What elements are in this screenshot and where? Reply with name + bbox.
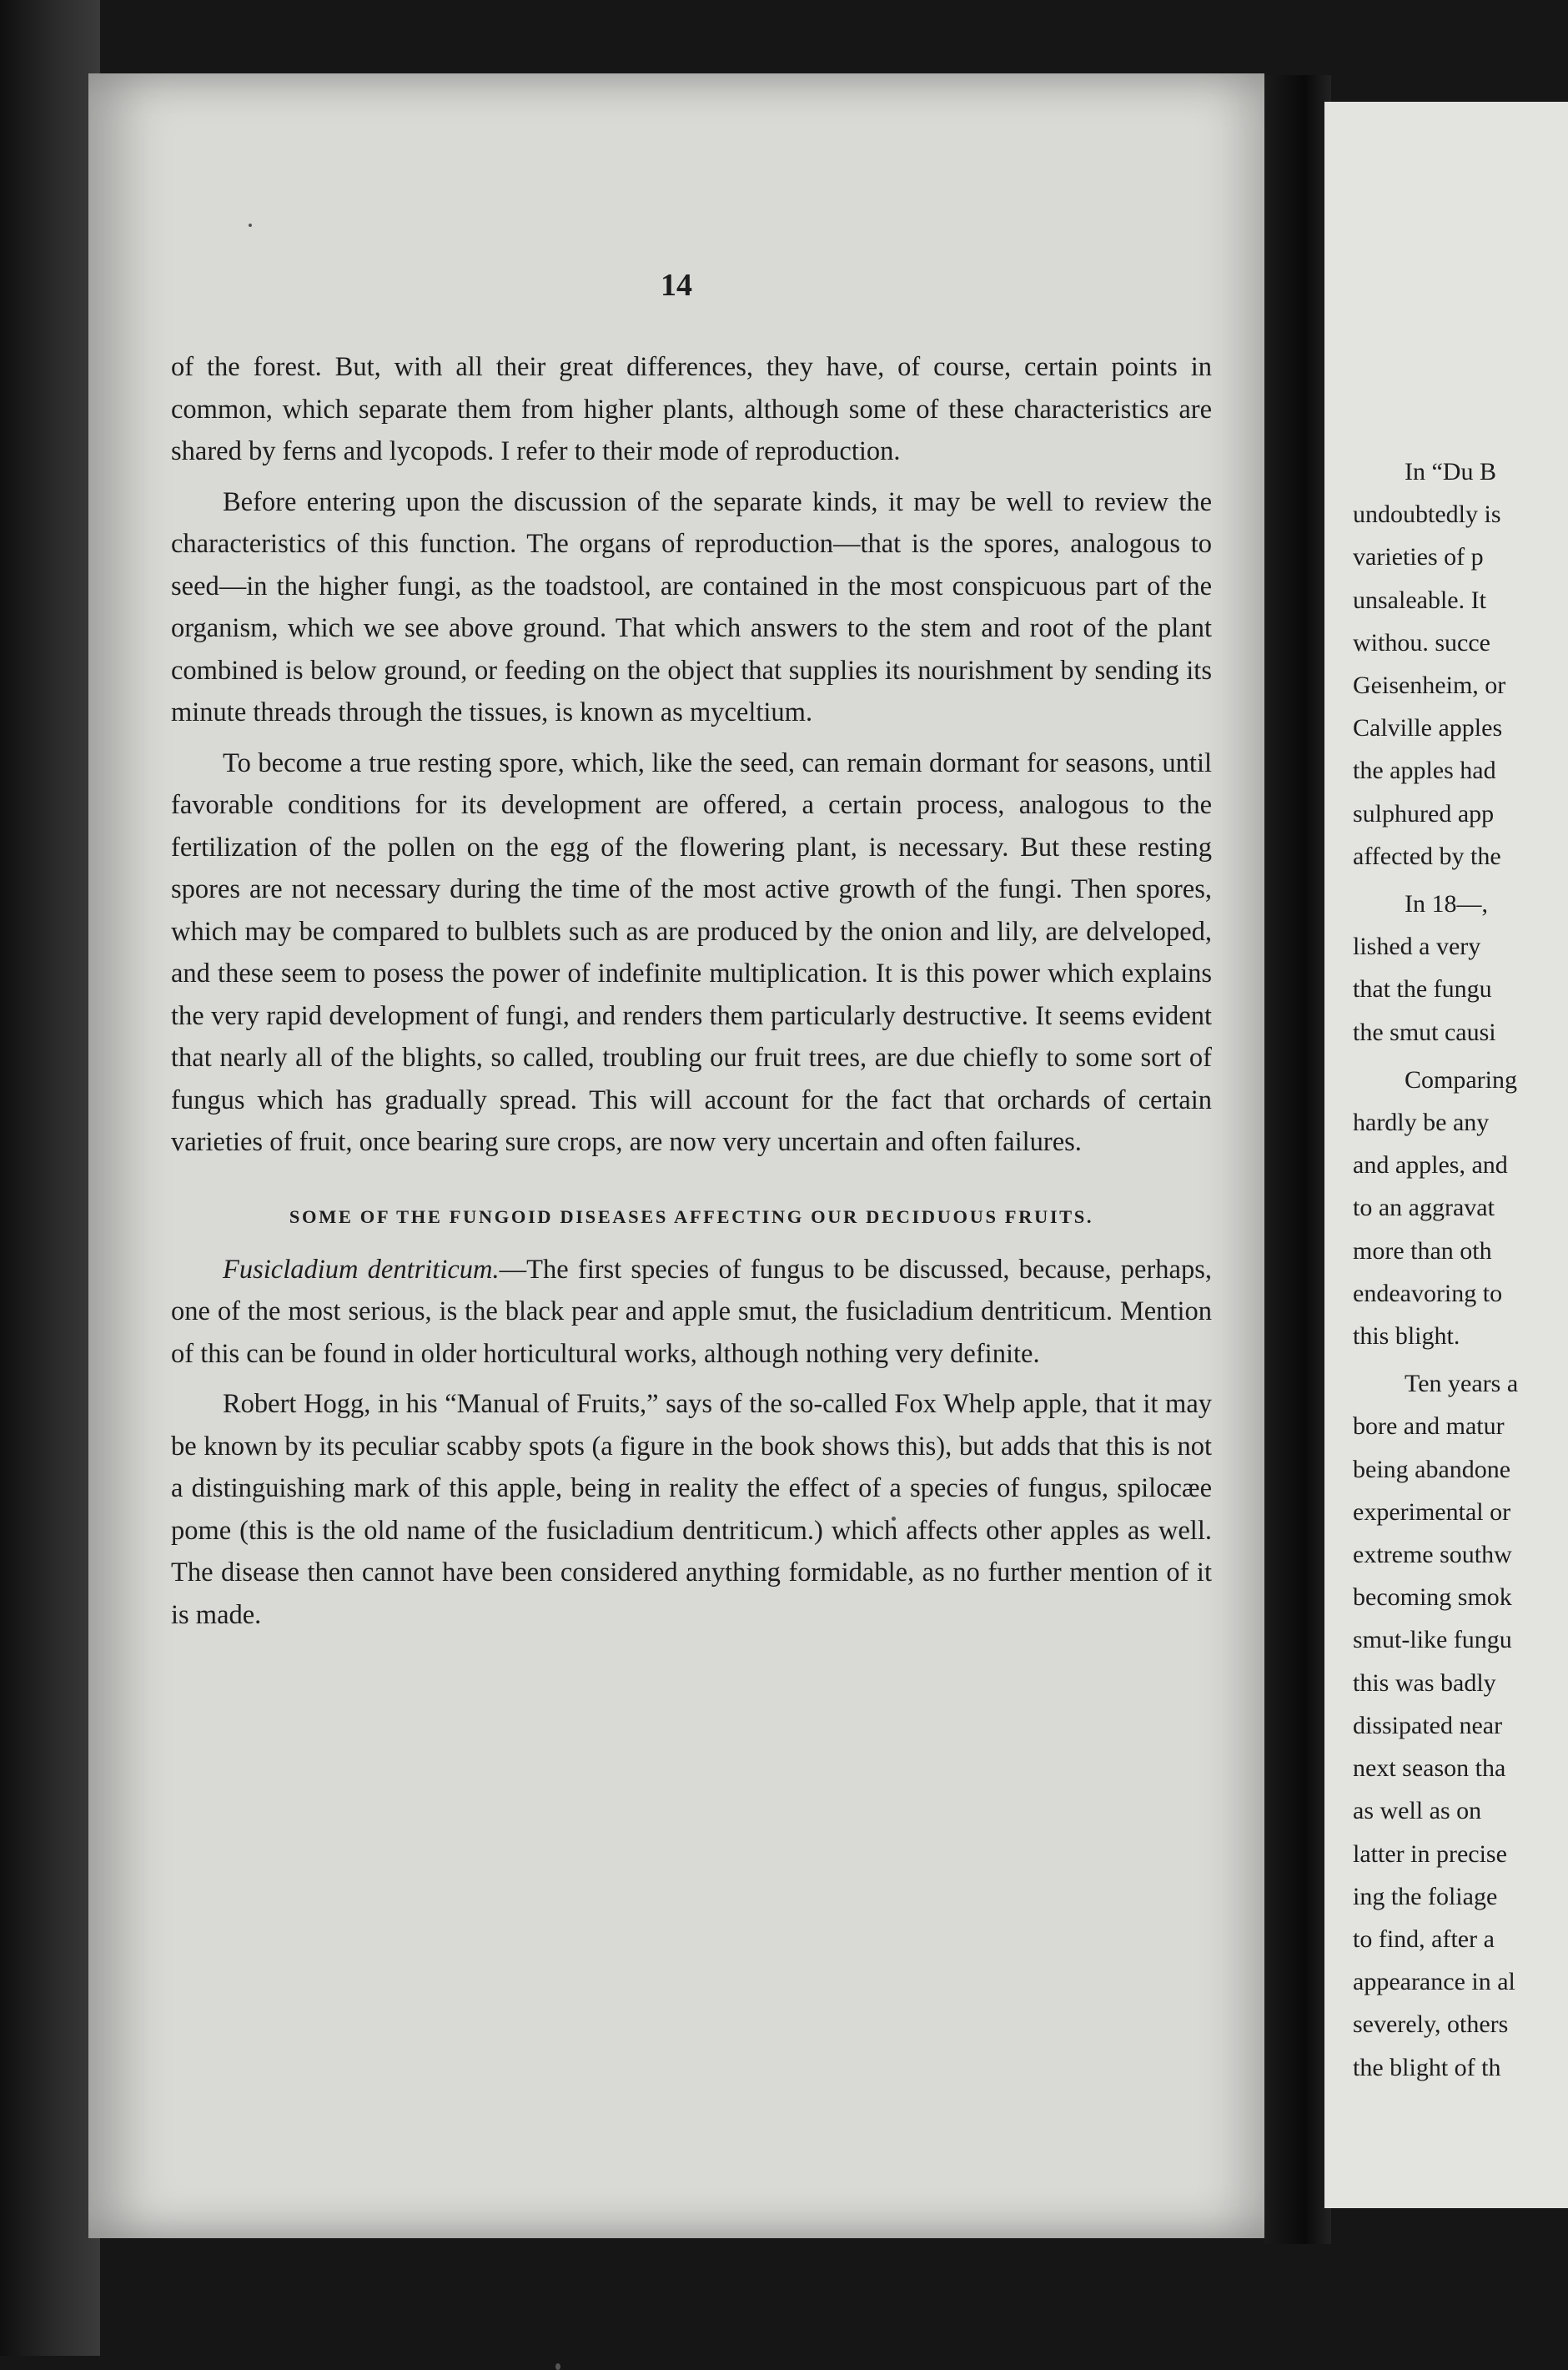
right-page-line: the smut causi	[1353, 1018, 1496, 1046]
paper-speck	[249, 224, 252, 227]
right-page-line: lished a very	[1353, 933, 1481, 961]
paragraph-5: Robert Hogg, in his “Manual of Fruits,” says of the so-called Fox Whelp apple, that it may be known by its peculiar scabby spots (a figure in the book shows this), but adds that this is not a distinguishing mark of this apple, being in reality the effect of a species of fungus, spilocæe pome (this is the old name of the fusicladium dentriticum.) which affects other apples as well. The disease then cannot have been considered anything formidable, as no further mention of it is made.	[171, 1389, 1212, 1630]
right-page-line: Ten years a	[1405, 1370, 1519, 1398]
right-page-line: Geisenheim, or	[1353, 672, 1506, 700]
right-page-line: extreme southw	[1353, 1541, 1512, 1569]
right-page-line: this blight.	[1353, 1322, 1460, 1351]
right-page-line: withou. succe	[1353, 628, 1490, 657]
right-page-line: bore and matur	[1353, 1412, 1505, 1441]
right-page-line: the blight of th	[1353, 2053, 1501, 2081]
paragraph-4-text: —The first species of fungus to be discussed, because, perhaps, one of the most serious, is the black pear and apple smut, the fusicladium dentriticum. Mention of this can be found in older horticultural works, although nothing very definite.	[171, 1254, 1213, 1369]
right-page-line: endeavoring to	[1353, 1279, 1503, 1307]
right-page-line: experimental or	[1353, 1497, 1511, 1526]
left-page-body	[171, 346, 1212, 1636]
right-page-body	[1353, 450, 1568, 2089]
book-edge-left	[0, 0, 100, 2356]
paper-speck	[555, 2363, 560, 2370]
paragraph-2: Before entering upon the discussion of the separate kinds, it may be well to review the characteristics of this function. The organs of reproduction—that is the spores, analogous to seed—in the higher fungi, as the toadstool, are contained in the most conspicuous part of the organism, which we see above ground. That which answers to the stem and root of the plant combined is below ground, or feeding on the object that supplies its nourishment by sending its minute threads through the tissues, is known as myceltium.	[171, 486, 1212, 727]
book-gutter	[1264, 75, 1331, 2244]
right-page-line: that the fungu	[1353, 975, 1492, 1004]
right-page-line: sulphured app	[1353, 799, 1495, 828]
right-page-line: as well as on	[1353, 1797, 1482, 1825]
right-page-line: In “Du B	[1405, 458, 1496, 486]
right-page-line: unsaleable. It	[1353, 586, 1486, 614]
right-page-line: hardly be any	[1353, 1109, 1490, 1137]
right-page-line: more than oth	[1353, 1236, 1492, 1265]
right-page-line: the apples had	[1353, 757, 1496, 785]
paragraph-3: To become a true resting spore, which, like the seed, can remain dormant for seasons, until favorable conditions for its development are offered, a certain process, analogous to the fertilization of the pollen on the egg of the flowering plant, is necessary. But these resting spores are not necessary during the time of the most active growth of the fungi. Then spores, which may be compared to bulblets such as are produced by the onion and lily, are delveloped, and these seem to posess the power of indefinite multiplication. It is this power which explains the very rapid development of fungi, and renders them particularly destructive. It seems evident that nearly all of the blights, so called, troubling our fruit trees, are due chiefly to some sort of fungus which has gradually spread. This will account for the fact that orchards of certain varieties of fruit, once bearing sure crops, are now very uncertain and often failures.	[171, 747, 1212, 1157]
right-page-line: varieties of p	[1353, 543, 1484, 571]
paragraph-1: of the forest. But, with all their great differences, they have, of course, certain points in common, which separate them from higher plants, although some of these characteristics are shared by ferns and lycopods. I refer to their mode of reproduction.	[171, 352, 1212, 466]
right-page-line: this was badly	[1353, 1668, 1496, 1697]
right-page-line: ing the foliage	[1353, 1882, 1498, 1910]
right-page-line: undoubtedly is	[1353, 501, 1501, 529]
right-page-line: In 18—,	[1405, 890, 1488, 918]
right-page-line: becoming smok	[1353, 1583, 1512, 1612]
page-number: 14	[661, 268, 692, 303]
right-page-line: severely, others	[1353, 2010, 1509, 2039]
right-page	[1324, 102, 1568, 2208]
right-page-line: and apples, and	[1353, 1151, 1508, 1180]
right-page-line: Calville apples	[1353, 714, 1503, 742]
right-page-line: affected by the	[1353, 842, 1501, 870]
right-page-line: Comparing	[1405, 1065, 1517, 1094]
right-page-line: next season tha	[1353, 1754, 1506, 1783]
right-page-line: to find, after a	[1353, 1925, 1495, 1953]
species-name: Fusicladium dentriticum.	[223, 1254, 500, 1285]
right-page-line: appearance in al	[1353, 1968, 1515, 1996]
right-page-line: to an aggravat	[1353, 1194, 1495, 1222]
section-heading: SOME OF THE FUNGOID DISEASES AFFECTING OUR DECIDUOUS FRUITS.	[289, 1205, 1094, 1227]
right-page-line: smut-like fungu	[1353, 1626, 1512, 1654]
paragraph-4	[171, 1249, 1212, 1376]
right-page-line: latter in precise	[1353, 1839, 1507, 1868]
right-page-line: being abandone	[1353, 1455, 1511, 1483]
right-page-line: dissipated near	[1353, 1711, 1503, 1739]
